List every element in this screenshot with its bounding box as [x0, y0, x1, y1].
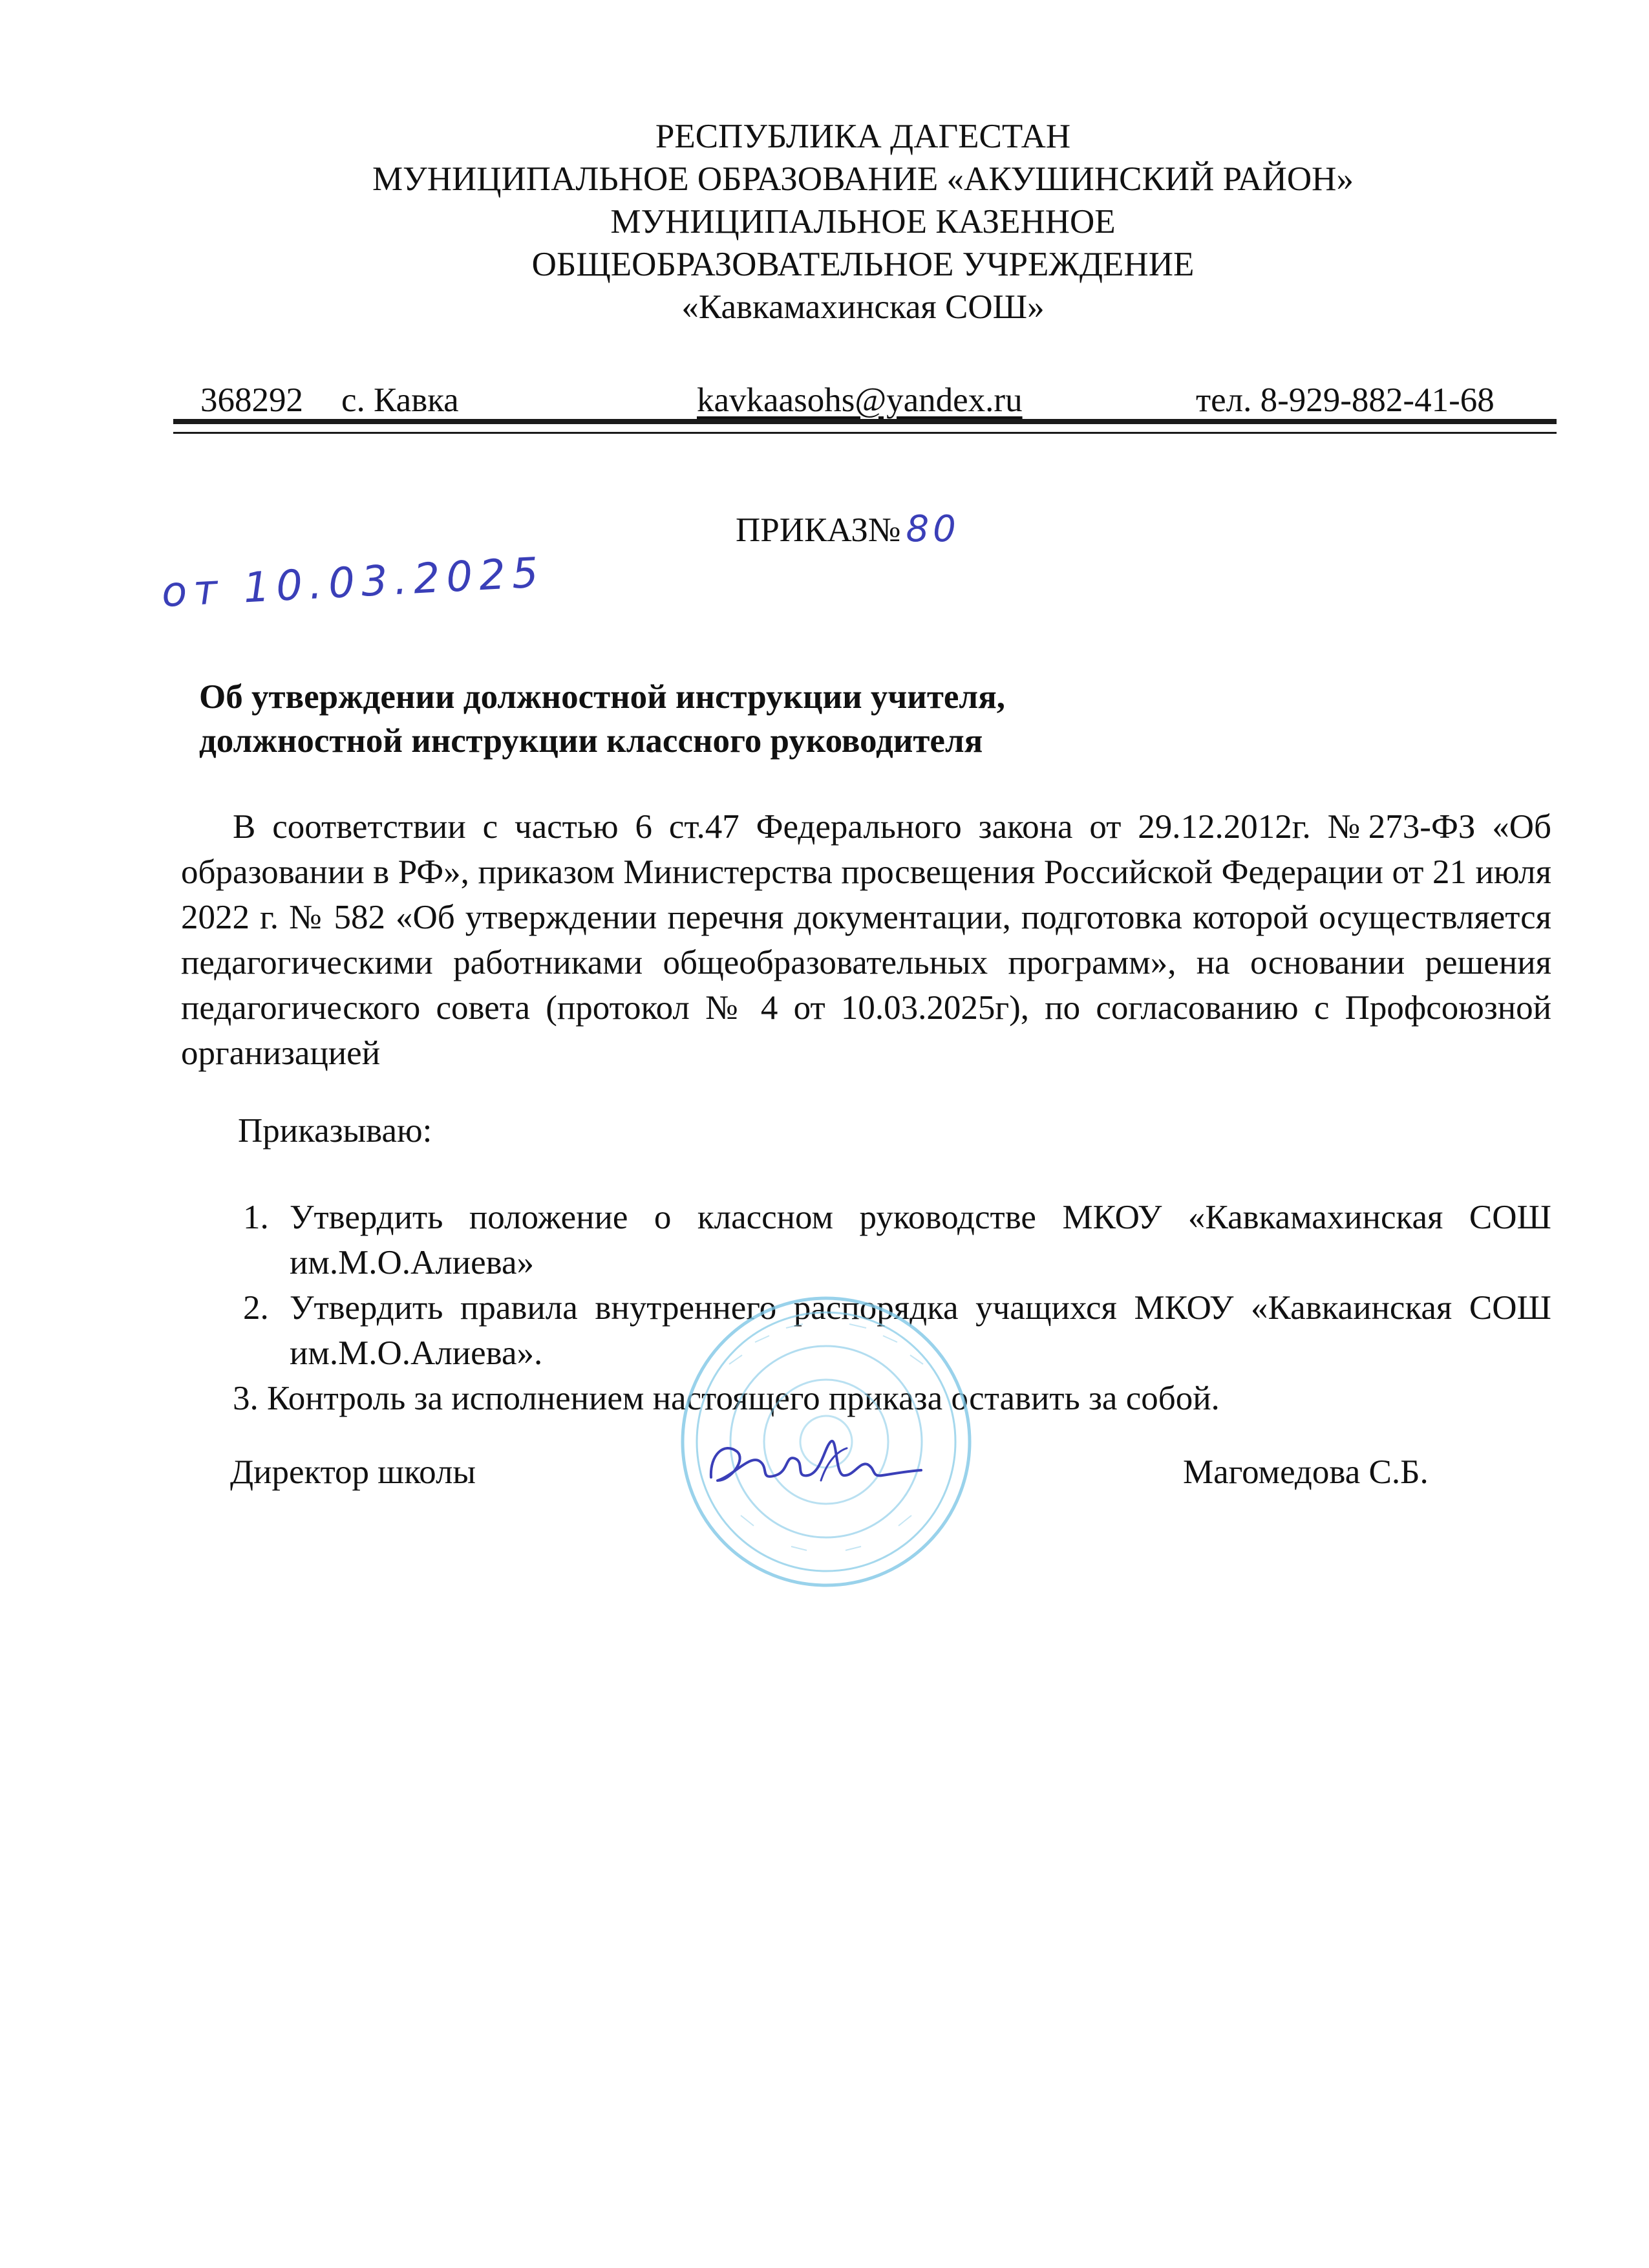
- letterhead-institution-type: МУНИЦИПАЛЬНОЕ КАЗЕННОЕ: [610, 203, 1116, 241]
- village: с. Кавка: [341, 381, 459, 419]
- preamble-paragraph: В соответствии с частью 6 ст.47 Федерального закона от 29.12.2012г. №273-ФЗ «Об образовании в РФ», приказом Министерства просвещения Российской Федерации от 21 июля 2022 г. № 582 «Об утверждении перечня документации, подготовка которой осуществляется педагогическими работниками общеобразовательных программ», на основании решения педагогического совета (протокол № 4 от 10.03.2025г), по согласованию с Профсоюзной организацией: [181, 808, 1551, 1072]
- order-date-handwritten: от 10.03.2025: [160, 549, 546, 617]
- letterhead: [168, 115, 1558, 328]
- header-divider-thin: [173, 432, 1557, 434]
- list-item: [233, 1195, 1551, 1285]
- email-link[interactable]: kavkaasohs@yandex.ru: [697, 381, 1023, 419]
- list-item-number: 2.: [243, 1289, 269, 1327]
- order-directive-word: Приказываю:: [238, 1112, 432, 1150]
- letterhead-school-name: «Кавкамахинская СОШ»: [681, 288, 1045, 326]
- order-title: [736, 508, 960, 551]
- signer-name: Магомедова С.Б.: [1183, 1453, 1429, 1491]
- list-item-text: Контроль за исполнением настоящего приказа оставить за собой.: [267, 1380, 1220, 1417]
- contact-row: [200, 379, 1545, 422]
- order-title-label: ПРИКАЗ№: [736, 511, 901, 549]
- signature-row: [230, 1451, 1555, 1503]
- order-subject: [199, 675, 1005, 763]
- list-item-text: Утвердить правила внутреннего распорядка учащихся МКОУ «Кавкаинская СОШ им.М.О.Алиева».: [290, 1289, 1551, 1372]
- signer-role: Директор школы: [230, 1453, 476, 1491]
- phone-number: тел. 8-929-882-41-68: [1196, 381, 1495, 419]
- list-item-number: 1.: [243, 1199, 269, 1236]
- letterhead-municipality: МУНИЦИПАЛЬНОЕ ОБРАЗОВАНИЕ «АКУШИНСКИЙ РАЙОН»: [372, 160, 1354, 198]
- list-item-number: 3.: [233, 1380, 259, 1417]
- header-divider-thick: [173, 419, 1557, 424]
- letterhead-republic: РЕСПУБЛИКА ДАГЕСТАН: [655, 118, 1071, 155]
- postal-code: 368292: [200, 381, 303, 419]
- order-subject-line-1: Об утверждении должностной инструкции учителя,: [199, 678, 1006, 716]
- order-subject-line-2: должностной инструкции классного руководителя: [199, 722, 983, 760]
- letterhead-institution-kind: ОБЩЕОБРАЗОВАТЕЛЬНОЕ УЧРЕЖДЕНИЕ: [531, 246, 1195, 283]
- list-item-text: Утвердить положение о классном руководстве МКОУ «Кавкамахинская СОШ им.М.О.Алиева»: [290, 1199, 1551, 1281]
- order-number-handwritten: 80: [906, 508, 960, 550]
